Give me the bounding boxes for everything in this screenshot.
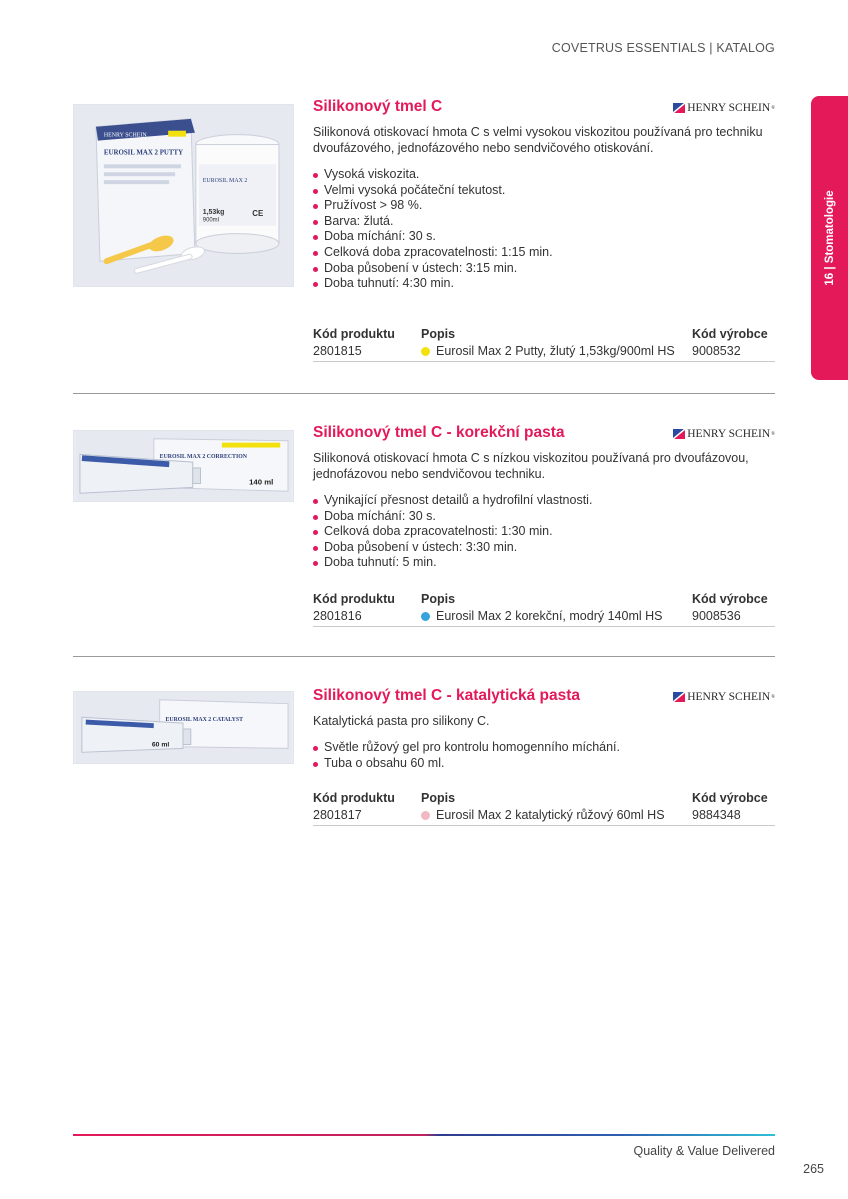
- section-tab-label: 16 | Stomatologie: [823, 190, 836, 286]
- image-ce-mark: CE: [252, 208, 264, 218]
- cell-maker-code: 9008532: [692, 343, 741, 358]
- henry-schein-flag-icon: [673, 429, 685, 439]
- cell-code: 2801815: [313, 343, 362, 358]
- th-maker-code: Kód výrobce: [692, 591, 768, 606]
- image-jar-weight: 1,53kg: [202, 208, 225, 216]
- cell-code: 2801817: [313, 808, 362, 823]
- list-item: Pružívost > 98 %.: [313, 198, 775, 214]
- color-dot-yellow: [421, 347, 430, 356]
- section-divider: [73, 393, 775, 394]
- list-item: Barva: žlutá.: [313, 214, 775, 230]
- product-table: [313, 327, 775, 363]
- image-box-name: EUROSIL MAX 2 PUTTY: [103, 149, 184, 157]
- product-description: Silikonová otiskovací hmota C s nízkou viskozitou používaná pro dvoufázovou, jednofázovou nebo sendvičovou techniku.: [313, 451, 749, 481]
- list-item: Vysoká viskozita.: [313, 167, 775, 183]
- list-item: Tuba o obsahu 60 ml.: [313, 756, 775, 772]
- logo-registered: ®: [771, 431, 775, 437]
- footer-gradient-line: [73, 1134, 775, 1136]
- list-item: Světle růžový gel pro kontrolu homogenního míchání.: [313, 740, 775, 756]
- logo-registered: ®: [771, 694, 775, 700]
- product-table: [313, 592, 775, 628]
- row-divider: [313, 361, 775, 362]
- henry-schein-logo: [673, 102, 775, 114]
- section-divider: [73, 656, 775, 657]
- product-title: Silikonový tmel C - katalytická pasta: [313, 687, 581, 704]
- th-maker-code: Kód výrobce: [692, 326, 768, 341]
- feature-list: [313, 740, 775, 771]
- cell-desc: Eurosil Max 2 katalytický růžový 60ml HS: [436, 808, 665, 823]
- product-description: Silikonová otiskovací hmota C s velmi vysokou viskozitou používaná pro techniku dvoufázového, jednofázového nebo sendvičového otiskování.: [313, 125, 763, 155]
- row-divider: [313, 825, 775, 826]
- cell-maker-code: 9008536: [692, 608, 741, 623]
- image-jar-volume: 900ml: [202, 217, 219, 224]
- product-image-1: [73, 104, 294, 287]
- svg-text:EUROSIL MAX 2: EUROSIL MAX 2: [202, 178, 248, 185]
- page-number: 265: [803, 1162, 824, 1176]
- list-item: Doba tuhnutí: 5 min.: [313, 555, 775, 571]
- logo-text: HENRY SCHEIN: [687, 102, 771, 114]
- henry-schein-flag-icon: [673, 692, 685, 702]
- color-dot-pink: [421, 811, 430, 820]
- cell-desc: Eurosil Max 2 korekční, modrý 140ml HS: [436, 608, 663, 623]
- list-item: Doba působení v ústech: 3:15 min.: [313, 261, 775, 277]
- product-image-3: [73, 691, 294, 764]
- logo-registered: ®: [771, 105, 775, 111]
- row-divider: [313, 626, 775, 627]
- list-item: Velmi vysoká počáteční tekutost.: [313, 183, 775, 199]
- feature-list: [313, 167, 775, 292]
- list-item: Doba míchání: 30 s.: [313, 509, 775, 525]
- product-block-1: [73, 98, 775, 368]
- list-item: Celková doba zpracovatelnosti: 1:30 min.: [313, 524, 775, 540]
- image-box-brand: HENRY SCHEIN: [103, 132, 147, 139]
- cell-code: 2801816: [313, 608, 362, 623]
- th-desc: Popis: [421, 591, 456, 606]
- product-table: [313, 791, 775, 827]
- section-tab[interactable]: [811, 96, 848, 380]
- product-title: Silikonový tmel C - korekční pasta: [313, 424, 565, 441]
- henry-schein-logo: [673, 691, 775, 703]
- th-desc: Popis: [421, 326, 456, 341]
- th-desc: Popis: [421, 791, 456, 806]
- logo-text: HENRY SCHEIN: [687, 428, 771, 440]
- product-block-2: [73, 424, 775, 634]
- color-dot-blue: [421, 612, 430, 621]
- image-volume-3: 60 ml: [151, 741, 170, 749]
- image-volume-2: 140 ml: [249, 477, 274, 487]
- product-image-2: [73, 430, 294, 502]
- list-item: Doba tuhnutí: 4:30 min.: [313, 276, 775, 292]
- product-block-3: [73, 687, 775, 837]
- list-item: Doba působení v ústech: 3:30 min.: [313, 540, 775, 556]
- list-item: Celková doba zpracovatelnosti: 1:15 min.: [313, 245, 775, 261]
- th-maker-code: Kód výrobce: [692, 791, 768, 806]
- page-header: COVETRUS ESSENTIALS | KATALOG: [551, 41, 775, 55]
- th-code: Kód produktu: [313, 791, 395, 806]
- product-description: Katalytická pasta pro silikony C.: [313, 714, 490, 728]
- cell-maker-code: 9884348: [692, 808, 741, 823]
- product-title: Silikonový tmel C: [313, 98, 443, 115]
- image-box-name-3: EUROSIL MAX 2 CATALYST: [165, 717, 243, 724]
- henry-schein-flag-icon: [673, 103, 685, 113]
- list-item: Vynikající přesnost detailů a hydrofilní vlastnosti.: [313, 493, 775, 509]
- list-item: Doba míchání: 30 s.: [313, 229, 775, 245]
- feature-list: [313, 493, 775, 571]
- th-code: Kód produktu: [313, 326, 395, 341]
- footer-tagline: Quality & Value Delivered: [633, 1144, 775, 1158]
- image-box-name-2: EUROSIL MAX 2 CORRECTION: [159, 454, 247, 461]
- cell-desc: Eurosil Max 2 Putty, žlutý 1,53kg/900ml HS: [436, 343, 675, 358]
- logo-text: HENRY SCHEIN: [687, 691, 771, 703]
- th-code: Kód produktu: [313, 591, 395, 606]
- henry-schein-logo: [673, 428, 775, 440]
